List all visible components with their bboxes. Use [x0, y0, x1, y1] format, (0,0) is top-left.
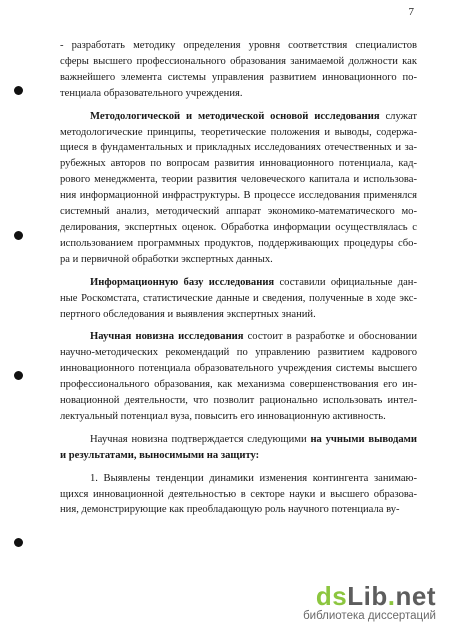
text-line	[60, 204, 417, 220]
paragraph	[60, 38, 417, 102]
dslib-watermark[interactable]	[303, 582, 436, 623]
logo-lib: Lib	[347, 581, 388, 611]
bold-text: Информационную базу исследования	[90, 276, 275, 288]
text-segment: методологические принципы, теоретические положения и выводы, содержа-	[60, 126, 417, 138]
text-line	[60, 188, 417, 204]
bold-text: Научная новизна исследования	[90, 331, 244, 343]
paragraph	[60, 109, 417, 268]
text-line	[60, 172, 417, 188]
text-line	[60, 125, 417, 141]
text-segment: служат	[379, 110, 418, 122]
text-line	[60, 393, 417, 409]
text-segment: щиеся в фундаментальных и прикладных исследованиях отечественных и за-	[60, 142, 417, 154]
document-body	[60, 38, 417, 518]
text-segment: делирования, экспертных оценок. Обработка информации осуществлялась с	[60, 221, 417, 233]
text-line	[60, 275, 417, 291]
bold-text: Методологической и методической основой исследования	[90, 110, 380, 122]
text-line	[60, 329, 417, 345]
watermark-subtitle: библиотека диссертаций	[303, 610, 436, 622]
dslib-logo	[303, 582, 436, 610]
text-line	[60, 502, 417, 518]
text-line	[60, 140, 417, 156]
text-segment: ния информационной инфраструктуры. В процессе исследования применялся	[60, 190, 417, 202]
paragraph	[60, 329, 417, 424]
text-line	[60, 361, 417, 377]
text-segment: состоит в разработке и обосновании	[243, 331, 417, 343]
text-line	[60, 432, 417, 448]
binder-hole-mark	[14, 371, 23, 380]
text-segment: ния, демонстрирующие как преобладающую роль научного потенциала ву-	[60, 504, 400, 516]
text-segment: системный анализ, методический аппарат экономико-математического мо-	[60, 206, 417, 218]
bold-text: на учными выводами	[310, 433, 418, 445]
text-line	[60, 38, 417, 54]
binder-hole-mark	[14, 231, 23, 240]
text-line	[60, 409, 417, 425]
binder-hole-mark	[14, 538, 23, 547]
logo-ds: ds	[315, 581, 348, 611]
text-line	[60, 236, 417, 252]
text-segment: Научная новизна подтверждается следующими	[90, 433, 311, 445]
text-line	[60, 70, 417, 86]
bold-text: и результатами, выносимыми на защиту:	[60, 449, 260, 461]
text-segment: сферы высшего профессионального образования занимаемой должности как	[60, 55, 417, 67]
text-line	[60, 471, 417, 487]
paragraph-gap	[60, 102, 417, 109]
paragraph	[60, 275, 417, 323]
paragraph-gap	[60, 268, 417, 275]
text-segment: ные Роскомстата, статистические данные и сведения, полученные в ходе экс-	[60, 292, 417, 304]
text-segment: важнейшего элемента системы управления развитием инновационного по-	[60, 71, 417, 83]
paragraph	[60, 432, 417, 464]
text-line	[60, 252, 417, 268]
paragraph-gap	[60, 464, 417, 471]
text-line	[60, 345, 417, 361]
text-segment: использованием программных продуктов, поддерживающих процедуры сбо-	[60, 237, 417, 249]
text-line	[60, 291, 417, 307]
text-segment: щихся инновационной деятельностью в секторе науки и высшего образова-	[60, 488, 417, 500]
text-line	[60, 487, 417, 503]
text-line	[60, 307, 417, 323]
text-segment: 1. Выявлены тенденции динамики изменения контингента занимаю-	[90, 472, 417, 484]
logo-net: net	[395, 581, 436, 611]
text-segment: рубежных авторов по вопросам развития инновационного потенциала, кад-	[60, 158, 417, 170]
paragraph	[60, 471, 417, 519]
text-segment: научно-методических рекомендаций по управлению развитием кадрового	[60, 347, 417, 359]
text-segment: ра и первичной обработки экспертных данных.	[60, 253, 273, 265]
text-line	[60, 377, 417, 393]
page-number: 7	[408, 6, 414, 18]
text-line	[60, 54, 417, 70]
text-segment: тенциала образовательного учреждения.	[60, 87, 243, 99]
text-segment: рового менеджмента, теории развития человеческого капитала и использова-	[60, 174, 417, 186]
text-segment: профессионального образования, как механизма совершенствования его ин-	[60, 379, 417, 391]
text-segment: инновационного потенциала образовательного учреждения системы высшего	[60, 363, 417, 375]
text-segment: - разработать методику определения уровня соответствия специалистов	[60, 40, 417, 51]
text-segment: пертного обследования и выявления экспертных знаний.	[60, 308, 316, 320]
text-line	[60, 109, 417, 125]
logo-dot: .	[387, 581, 396, 611]
text-segment: новационной деятельности, что позволит рационально использовать интел-	[60, 395, 417, 407]
text-line	[60, 448, 417, 464]
text-line	[60, 220, 417, 236]
text-line	[60, 86, 417, 102]
binder-hole-mark	[14, 86, 23, 95]
text-line	[60, 156, 417, 172]
paragraph-gap	[60, 425, 417, 432]
text-segment: лектуальный потенциал вуза, повысить его инновационную активность.	[60, 410, 386, 422]
text-segment: составили официальные дан-	[274, 276, 417, 288]
paragraph-gap	[60, 322, 417, 329]
